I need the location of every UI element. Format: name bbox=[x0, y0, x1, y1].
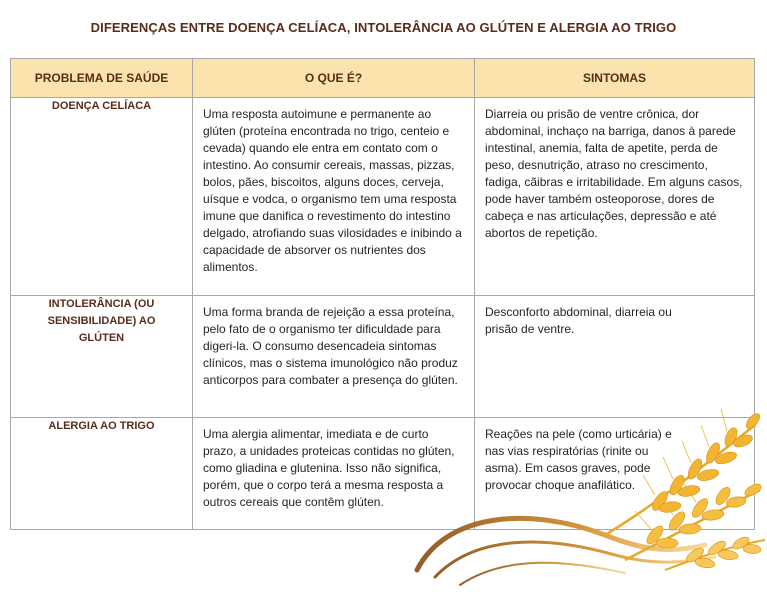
what-text: Uma alergia alimentar, imediata e de curto prazo, a unidades proteicas contidas no glúten, como gliadina e glutenina. Isso não significa, porém, que o corpo terá a mesma resposta a outros cereais que contêm glúten. bbox=[203, 427, 455, 509]
what-text: Uma forma branda de rejeição a essa proteína, pelo fato de o organismo ter dificuldade para digeri-la. O consumo desencadeia sintomas clínicos, mas o sistema imunológico não produz anticorpos para combater a presença do glúten. bbox=[203, 305, 458, 387]
header-problem: PROBLEMA DE SAÚDE bbox=[11, 59, 193, 98]
page-title: DIFERENÇAS ENTRE DOENÇA CELÍACA, INTOLERÂNCIA AO GLÚTEN E ALERGIA AO TRIGO bbox=[90, 20, 677, 35]
symptoms-cell bbox=[475, 296, 755, 418]
table-row bbox=[11, 296, 755, 418]
what-cell bbox=[193, 296, 475, 418]
comparison-table bbox=[10, 58, 755, 530]
header-what: O QUE É? bbox=[193, 59, 475, 98]
symptoms-text: Diarreia ou prisão de ventre crônica, dor abdominal, inchaço na barriga, danos à parede intestinal, anemia, falta de apetite, perda de peso, desnutrição, atraso no crescimento, fadiga, cãibras e irritabilidade. Em alguns casos, pode haver também osteoporose, dores de cabeça e nas articulações, depressão e até abortos de repetição. bbox=[485, 107, 743, 240]
table-row bbox=[11, 418, 755, 530]
symptoms-cell bbox=[475, 98, 755, 296]
what-cell bbox=[193, 98, 475, 296]
problem-label: ALERGIA AO TRIGO bbox=[48, 420, 155, 432]
symptoms-text: Reações na pele (como urticária) e nas vias respiratórias (rinite ou asma). Em casos graves, pode provocar choque anafilático. bbox=[485, 427, 672, 492]
problem-cell bbox=[11, 296, 193, 418]
problem-label: DOENÇA CELÍACA bbox=[51, 100, 152, 112]
what-cell bbox=[193, 418, 475, 530]
symptoms-text: Desconforto abdominal, diarreia ou prisão de ventre. bbox=[485, 305, 672, 336]
problem-label: INTOLERÂNCIA (OU SENSIBILIDADE) AO GLÚTEN bbox=[47, 298, 156, 344]
problem-cell bbox=[11, 98, 193, 296]
table-header-row bbox=[11, 59, 755, 98]
header-symptoms: SINTOMAS bbox=[475, 59, 755, 98]
problem-cell bbox=[11, 418, 193, 530]
table-row bbox=[11, 98, 755, 296]
what-text: Uma resposta autoimune e permanente ao glúten (proteína encontrada no trigo, centeio e cevada) quando ele entra em contato com o intestino. Ao consumir cereais, massas, pizzas, bolos, pães, biscoitos, alguns doces, cerveja, uísque e vodca, o organismo tem uma resposta imune que danifica o revestimento do intestino delgado, atrofiando suas vilosidades e inibindo a capacidade de absorver os nutrientes dos alimentos. bbox=[203, 107, 462, 274]
symptoms-cell bbox=[475, 418, 755, 530]
